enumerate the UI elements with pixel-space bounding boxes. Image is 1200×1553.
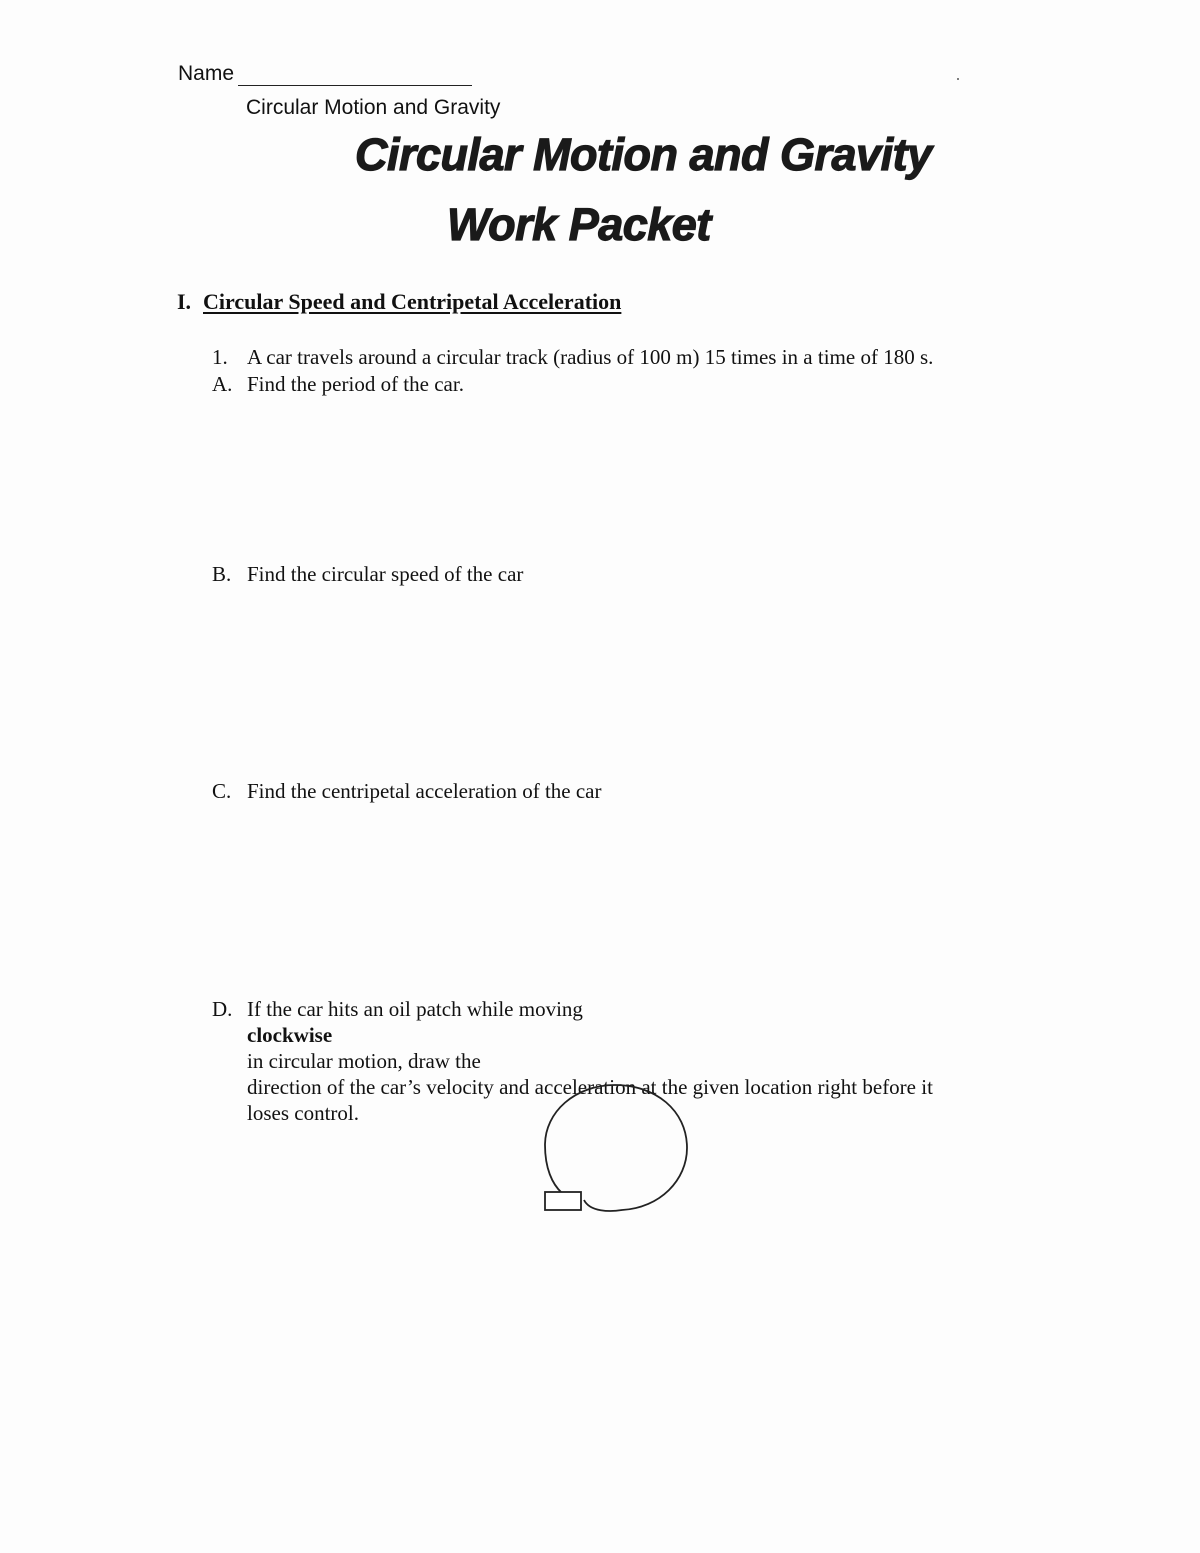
car-marker (545, 1192, 581, 1210)
question-text-line-3: loses control. (247, 1101, 359, 1125)
question-part-a (212, 371, 464, 397)
name-label: Name (178, 62, 235, 85)
question-part-b (212, 561, 523, 587)
question-1 (212, 344, 933, 370)
question-text: Find the period of the car. (247, 372, 464, 396)
question-text: A car travels around a circular track (radius of 100 m) 15 times in a time of 180 s. (247, 345, 934, 369)
section-title: Circular Speed and Centripetal Acceleration (203, 289, 622, 314)
question-text: Find the circular speed of the car (247, 562, 524, 586)
page-title-line-1: Circular Motion and Gravity (355, 129, 932, 180)
stray-mark (957, 78, 959, 80)
question-label: A. (212, 372, 233, 396)
name-field-row (178, 62, 472, 86)
page-title-line-2: Work Packet (447, 199, 711, 250)
question-label: C. (212, 779, 232, 803)
name-blank-line (238, 65, 472, 86)
header-subtitle: Circular Motion and Gravity (246, 96, 501, 119)
question-text: Find the centripetal acceleration of the car (247, 779, 602, 803)
section-number: I. (177, 289, 192, 314)
question-label: B. (212, 562, 232, 586)
question-label: 1. (212, 345, 228, 369)
question-label: D. (212, 997, 233, 1021)
question-part-c (212, 778, 602, 804)
circular-track-diagram (540, 1080, 700, 1220)
section-heading (177, 289, 621, 315)
emphasis-clockwise: clockwise (247, 1023, 333, 1047)
question-text-line-1: If the car hits an oil patch while moving clockwise in circular motion, draw the (247, 997, 583, 1073)
question-text-line-2: direction of the car’s velocity and acceleration at the given location right before it (247, 1075, 933, 1099)
